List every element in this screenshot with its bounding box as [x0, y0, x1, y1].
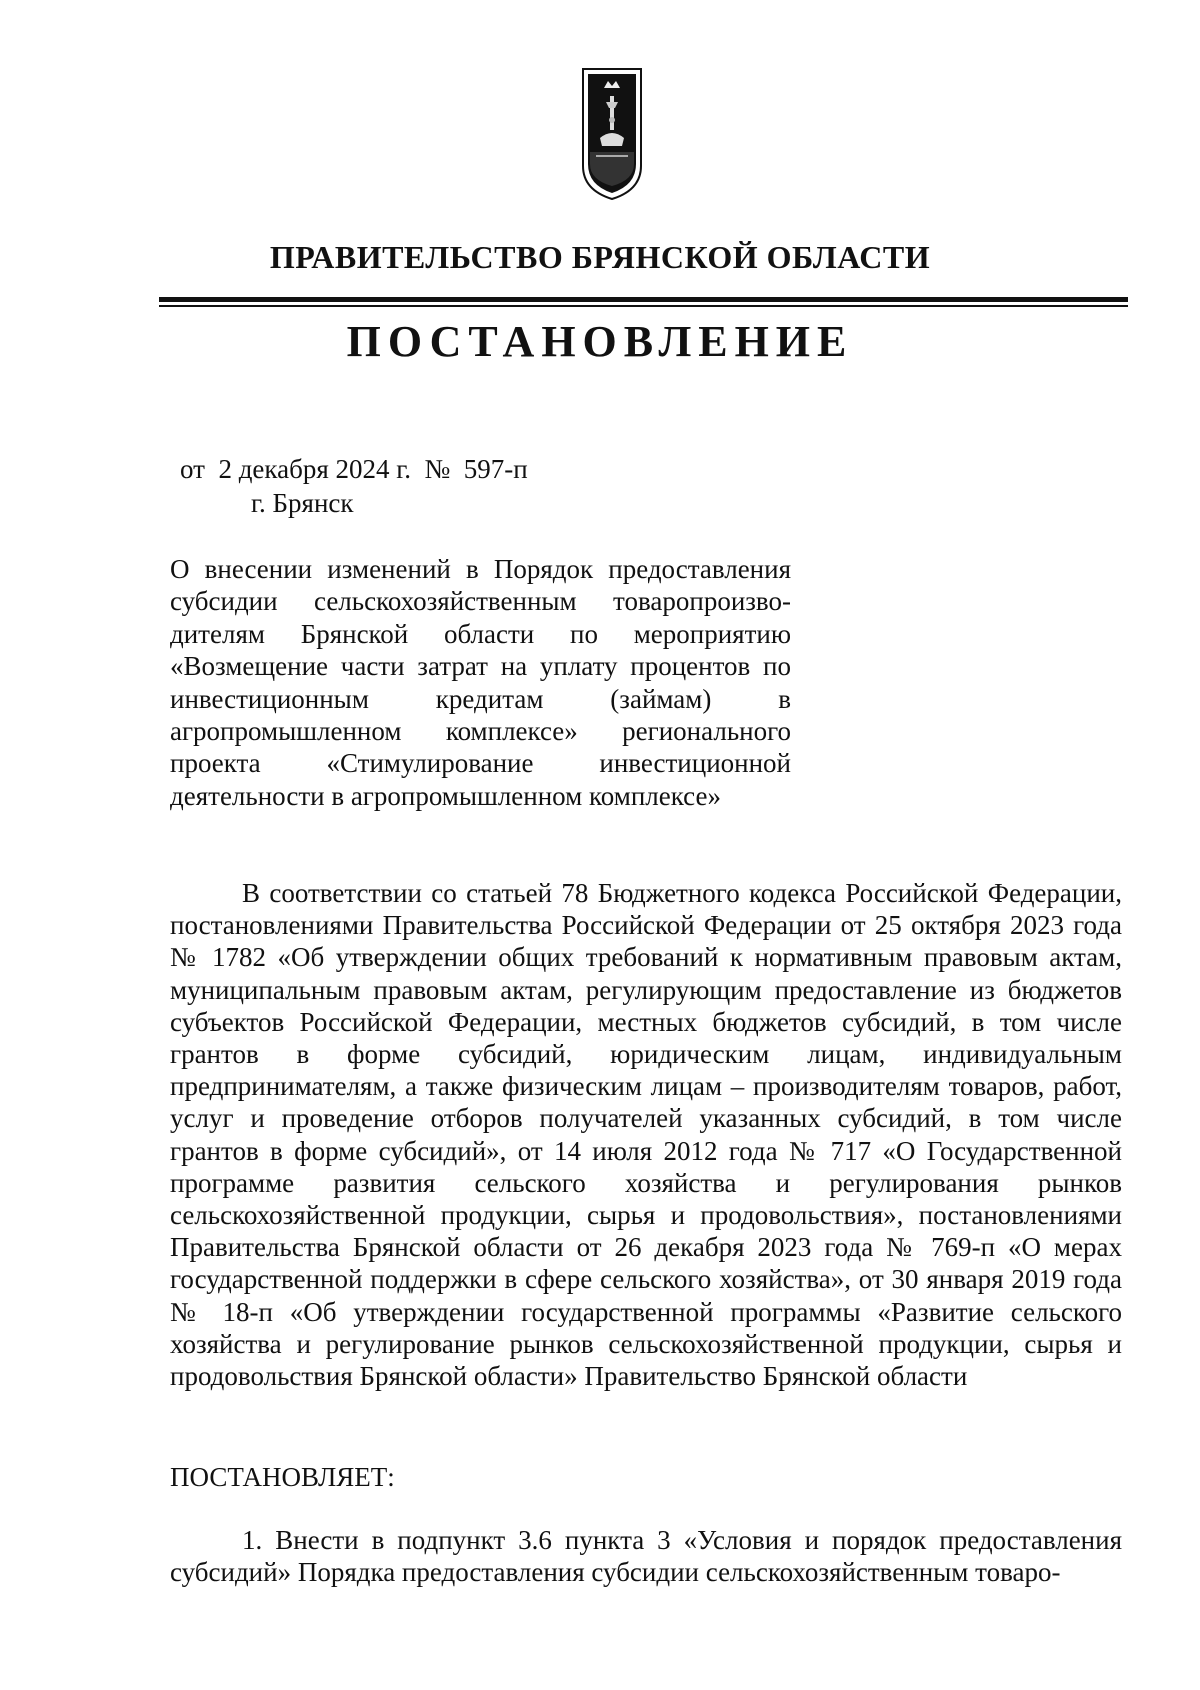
date-and-number: от 2 декабря 2024 г. № 597-п [180, 454, 528, 484]
header-divider-thick [159, 297, 1128, 302]
coat-of-arms-icon [582, 68, 642, 200]
header-divider-thin [159, 305, 1128, 307]
preamble-paragraph: В соответствии со статьей 78 Бюджетного кодекса Российской Федерации, постановлениями Правительства Российской Федерации от 25 октября 2023 года № 1782 «Об утверждении общих требований к нормативным правовым актам, муниципальным правовым актам, регулирующим предоставление из бюджетов субъектов Российской Федерации, местных бюджетов субсидий, в том числе грантов в форме субсидий, юридическим лицам, индивидуальным предпринимателям, а также физическим лицам – производителям товаров, работ, услуг и проведение отборов получателей указанных субсидий, в том числе грантов в форме субсидий», от 14 июля 2012 года № 717 «О Государственной программе развития сельского хозяйства и регулирования рынков сельскохозяйственной продукции, сырья и продовольствия», постановлениями Правительства Брянской области от 26 декабря 2023 года № 769-п «О мерах государственной поддержки в сфере сельского хозяйства», от 30 января 2019 года № 18-п «Об утверждении государственной программы «Развитие сельского хозяйства и регулирование рынков сельскохозяйственной продукции, сырья и продовольствия Брянской области» Правительство Брянской области [170, 878, 1122, 1392]
document-title: О внесении изменений в Порядок предоставления субсидии сельскохозяйственным товаропроизво-дителям Брянской области по мероприятию «Возмещение части затрат на уплату процентов по инвестиционным кредитам (займам) в агропромышленном комплексе» регионального проекта «Стимулирование инвестиционной деятельности в агропромышленном комплексе» [170, 554, 791, 811]
decree-word: ПОСТАНОВЛЯЕТ: [170, 1462, 395, 1492]
city: г. Брянск [251, 488, 354, 518]
document-type: ПОСТАНОВЛЕНИЕ [346, 317, 854, 366]
item-1-paragraph: 1. Внести в подпункт 3.6 пункта 3 «Условия и порядок предоставления субсидий» Порядка предоставления субсидии сельскохозяйственным товаро- [170, 1525, 1122, 1588]
authority-name: ПРАВИТЕЛЬСТВО БРЯНСКОЙ ОБЛАСТИ [269, 239, 931, 275]
